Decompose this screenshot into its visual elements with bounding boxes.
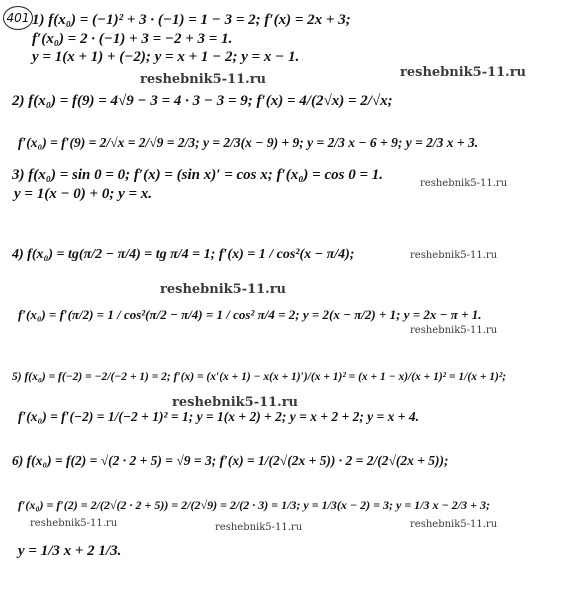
watermark: reshebnik5-11.ru [172,395,299,410]
part-5-line-1 [12,368,506,386]
part-6-line-2: f′(x₀) = f′(2) = 2/(2√(2 · 2 + 5)) = 2/(2√9) = 2/(2 · 3) = 1/3; y = 1/3(x − 2) = 3; y = 1/3 x − 2/3 + 3; [18,498,490,512]
part-5-line-1-text: f(x₀) = f(−2) = −2/(−2 + 1) = 2; f′(x) = (x′(x + 1) − x(x + 1)′)/(x + 1)² = (x + 1 − x)/(x + 1)² = 1/(x + 1)²; [24,371,507,383]
part-6-line-1-text: f(x₀) = f(2) = √(2 · 2 + 5) = √9 = 3; f′(x) = 1/(2√(2x + 5)) · 2 = 2/(2√(2x + 5)); [26,453,449,468]
watermark: reshebnik5-11.ru [140,72,267,87]
part-1-line-1 [32,11,351,29]
part-3-line-1 [12,166,383,184]
problem-number-circle: 401 [3,6,33,30]
part-4-line-1-text: f(x₀) = tg(π/2 − π/4) = tg π/4 = 1; f′(x) = 1 / cos²(x − π/4); [27,247,355,262]
watermark: reshebnik5-11.ru [410,250,498,261]
part-1-line-2: f′(x₀) = 2 · (−1) + 3 = −2 + 3 = 1. [32,31,233,47]
part-5-label: 5) [12,371,22,383]
part-4-line-1 [12,246,354,264]
part-1-label: 1) [32,12,45,28]
watermark: reshebnik5-11.ru [410,519,498,530]
watermark: reshebnik5-11.ru [160,282,287,297]
part-6-label: 6) [12,453,24,468]
part-2-line-2: f′(x₀) = f′(9) = 2/√x = 2/√9 = 2/3; y = 2/3(x − 9) + 9; y = 2/3 x − 6 + 9; y = 2/3 x + 3. [18,135,479,150]
part-3-line-1-text: f(x₀) = sin 0 = 0; f′(x) = (sin x)′ = cos x; f′(x₀) = cos 0 = 1. [28,167,384,183]
part-2-label: 2) [12,93,25,109]
part-1-line-1-text: f(x₀) = (−1)² + 3 · (−1) = 1 − 3 = 2; f′(x) = 2x + 3; [48,12,351,28]
part-3-label: 3) [12,167,25,183]
part-3-line-2: y = 1(x − 0) + 0; y = x. [14,186,153,202]
part-6-line-3: y = 1/3 x + 2 1/3. [18,543,122,559]
part-2-line-1-text: f(x₀) = f(9) = 4√9 − 3 = 4 · 3 − 3 = 9; f′(x) = 4/(2√x) = 2/√x; [28,93,393,109]
part-1-line-3: y = 1(x + 1) + (−2); y = x + 1 − 2; y = x − 1. [32,49,300,65]
part-4-label: 4) [12,247,24,262]
watermark: reshebnik5-11.ru [420,178,508,189]
watermark: reshebnik5-11.ru [215,522,303,533]
part-2-line-1 [12,92,393,110]
watermark: reshebnik5-11.ru [400,65,527,80]
part-6-line-1 [12,452,449,470]
watermark: reshebnik5-11.ru [30,518,118,529]
part-4-line-2: f′(x₀) = f′(π/2) = 1 / cos²(π/2 − π/4) = 1 / cos² π/4 = 2; y = 2(x − π/2) + 1; y = 2x − π + 1. [18,307,482,322]
part-5-line-2: f′(x₀) = f′(−2) = 1/(−2 + 1)² = 1; y = 1(x + 2) + 2; y = x + 2 + 2; y = x + 4. [18,409,419,424]
watermark: reshebnik5-11.ru [410,325,498,336]
